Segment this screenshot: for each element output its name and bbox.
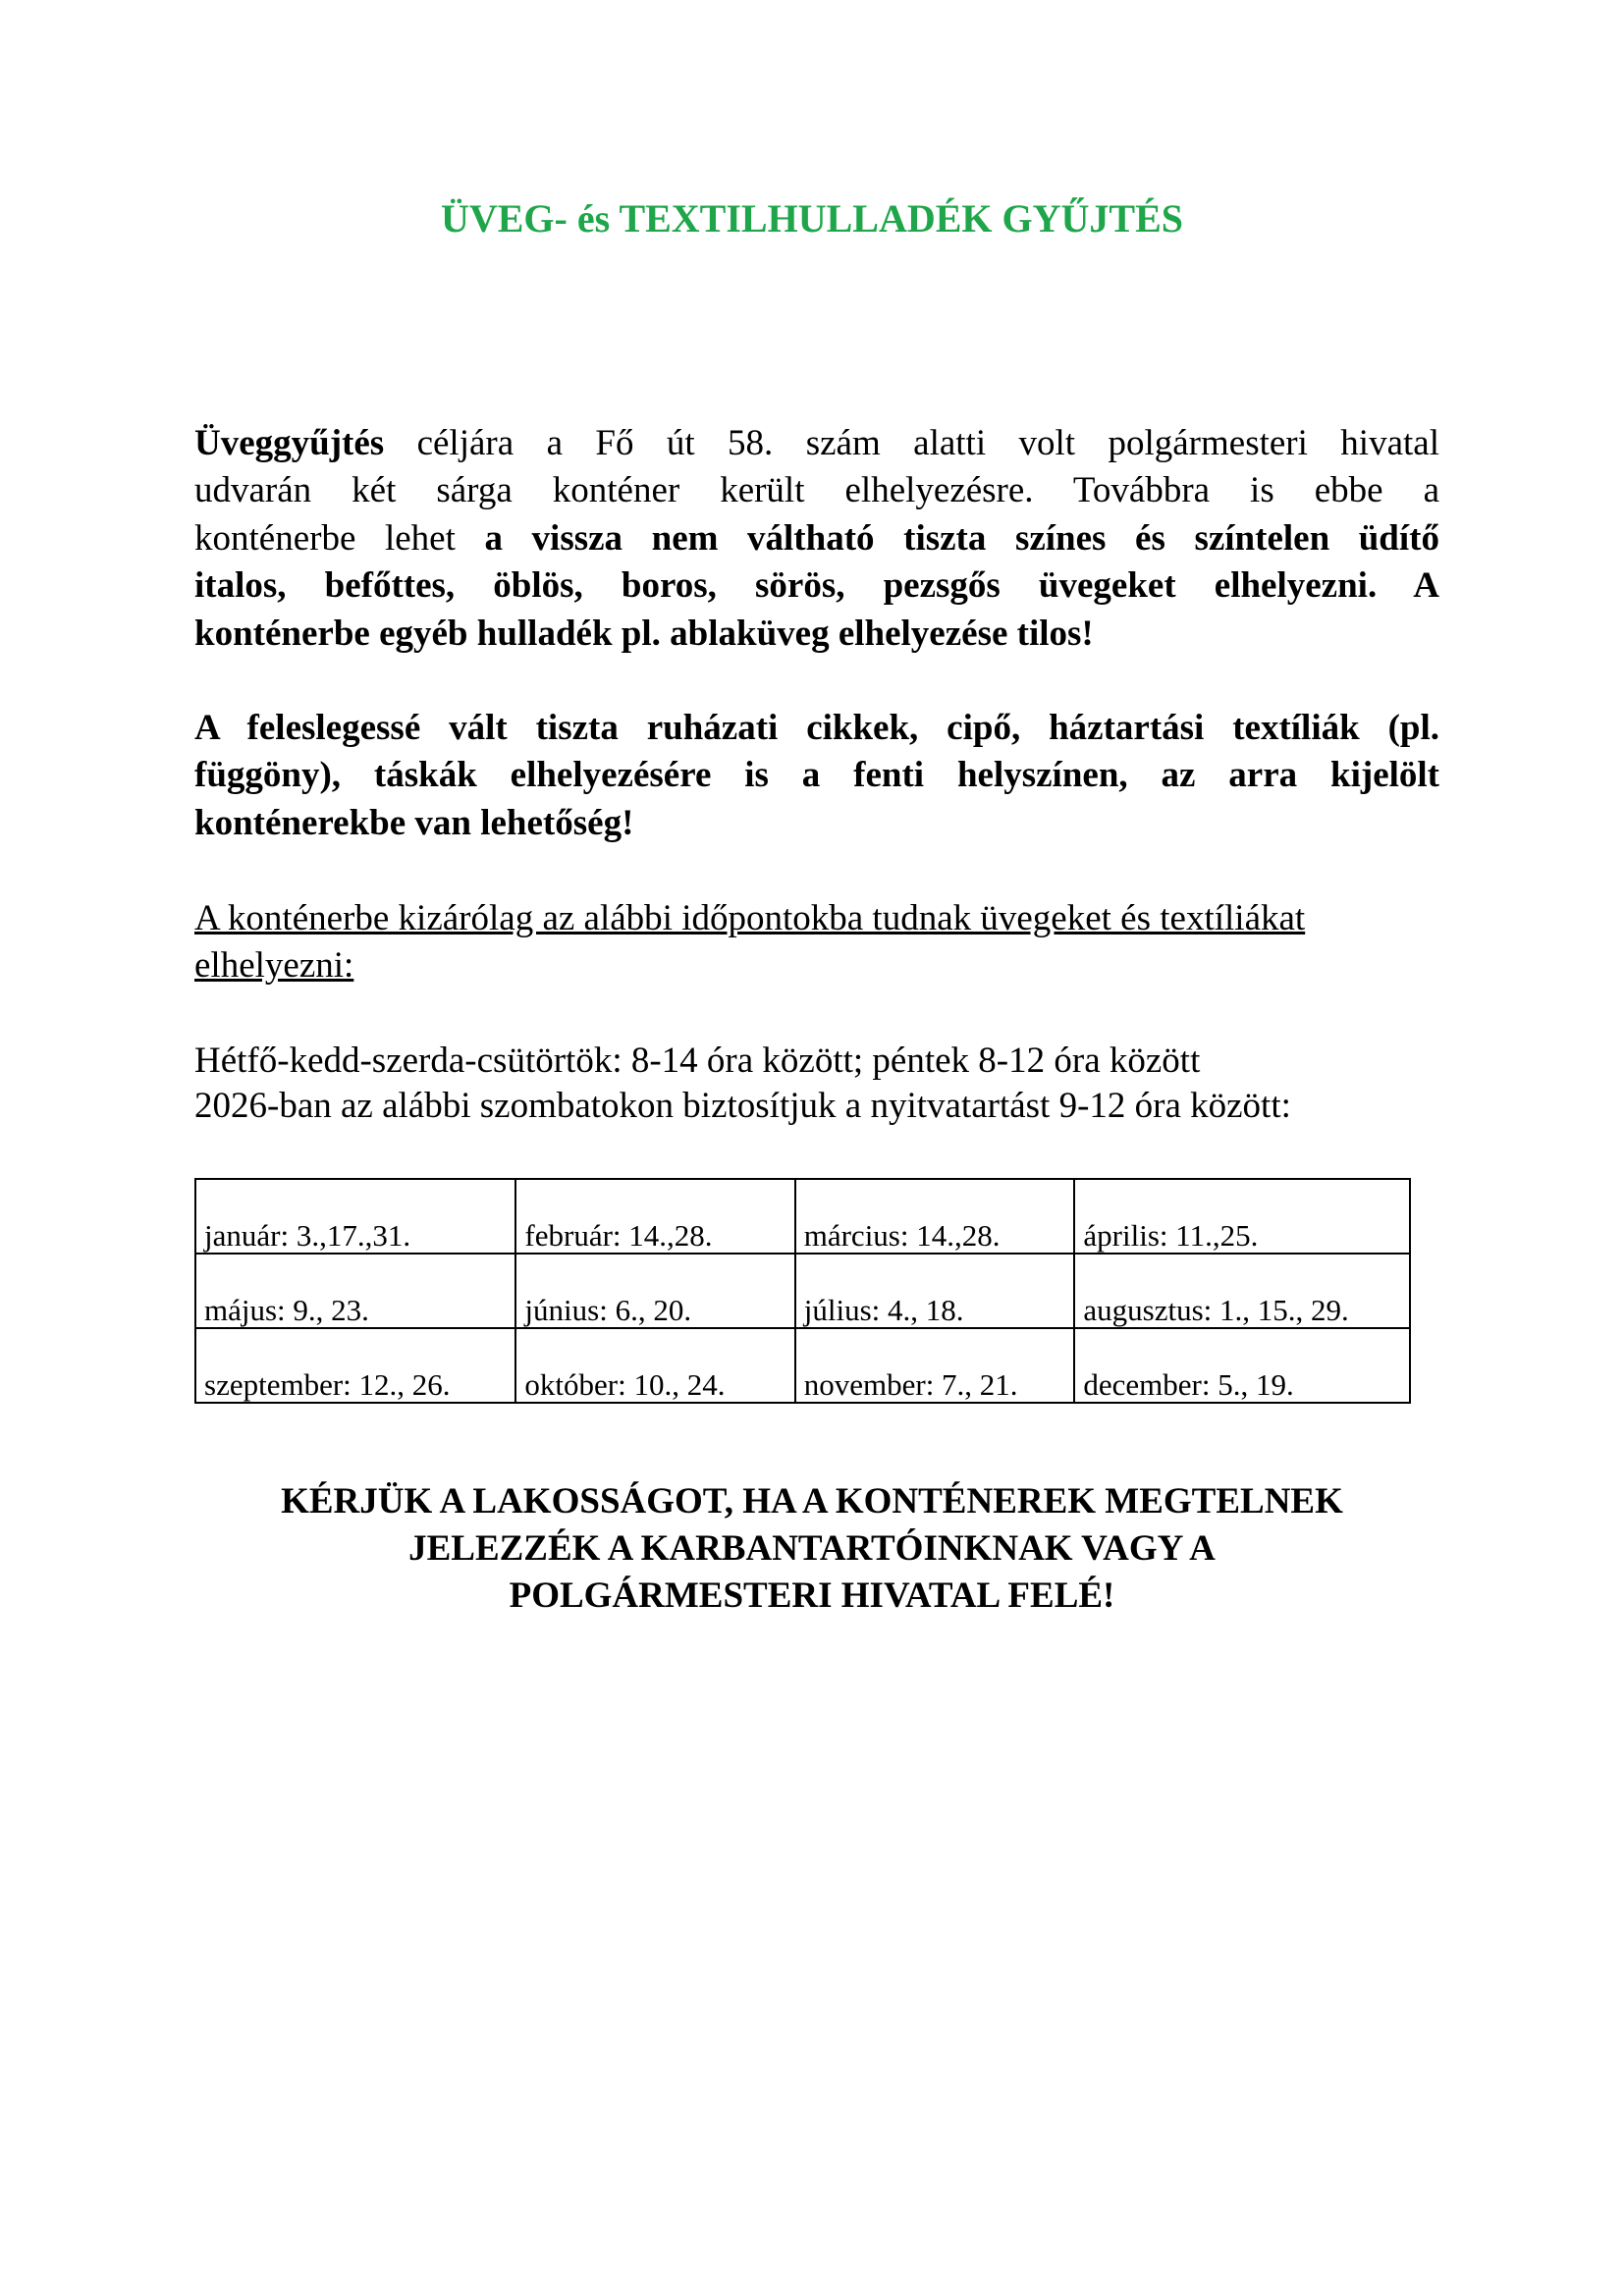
- table-cell: július: 4., 18.: [795, 1254, 1075, 1328]
- table-cell: augusztus: 1., 15., 29.: [1074, 1254, 1410, 1328]
- paragraph-line: elhelyezni:: [194, 945, 354, 987]
- paragraph-line: [194, 515, 1439, 562]
- table-cell: február: 14.,28.: [515, 1179, 794, 1254]
- table-cell: szeptember: 12., 26.: [195, 1328, 515, 1403]
- paragraph-bold-text: italos, befőttes, öblös, boros, sörös, pezsgős üvegeket elhelyezni. A: [194, 565, 1439, 607]
- table-cell: november: 7., 21.: [795, 1328, 1075, 1403]
- closing-line: JELEZZÉK A KARBANTARTÓINKNAK VAGY A: [408, 1528, 1216, 1569]
- paragraph-line: [194, 562, 1439, 610]
- paragraph-line: udvarán két sárga konténer került elhelyezésre. Továbbra is ebbe a: [194, 470, 1439, 511]
- paragraph-text: konténerbe lehet: [194, 517, 485, 559]
- paragraph-line: A konténerbe kizárólag az alábbi időpontokba tudnak üvegeket és textíliákat: [194, 898, 1306, 938]
- schedule-intro: [194, 895, 1439, 990]
- table-cell: június: 6., 20.: [515, 1254, 794, 1328]
- page-title: ÜVEG- és TEXTILHULLADÉK GYŰJTÉS: [440, 196, 1184, 240]
- glass-collection-term: Üveggyűjtés: [194, 423, 385, 463]
- table-cell: március: 14.,28.: [795, 1179, 1075, 1254]
- closing-notice: [0, 1478, 1624, 1620]
- table-cell: október: 10., 24.: [515, 1328, 794, 1403]
- paragraph-text: céljára a Fő út 58. szám alatti volt polgármesteri hivatal: [384, 423, 1439, 463]
- weekday-hours: Hétfő-kedd-szerda-csütörtök: 8-14 óra között; péntek 8-12 óra között: [194, 1041, 1201, 1081]
- table-cell: december: 5., 19.: [1074, 1328, 1410, 1403]
- paragraph-line: [194, 611, 1439, 658]
- paragraph-line: függöny), táskák elhelyezésére is a fenti helyszínen, az arra kijelölt: [194, 755, 1439, 796]
- saturday-hours: 2026-ban az alábbi szombatokon biztosítjuk a nyitvatartást 9-12 óra között:: [194, 1086, 1291, 1126]
- glass-collection-paragraph: [194, 420, 1439, 658]
- table-row: [195, 1328, 1410, 1403]
- closing-line: KÉRJÜK A LAKOSSÁGOT, HA A KONTÉNEREK MEGTELNEK: [281, 1481, 1343, 1522]
- table-cell: május: 9., 23.: [195, 1254, 515, 1328]
- paragraph-bold-text: konténerbe egyéb hulladék pl. ablaküveg elhelyezése tilos!: [194, 613, 1094, 654]
- saturday-schedule-table: [194, 1178, 1411, 1404]
- paragraph-line: A feleslegessé vált tiszta ruházati cikkek, cipő, háztartási textíliák (pl.: [194, 708, 1439, 748]
- paragraph-line: konténerekbe van lehetőség!: [194, 802, 634, 843]
- closing-line: POLGÁRMESTERI HIVATAL FELÉ!: [509, 1575, 1115, 1616]
- paragraph-line: [194, 420, 1439, 467]
- paragraph-bold-text: a vissza nem váltható tiszta színes és színtelen üdítő: [484, 517, 1439, 559]
- table-row: [195, 1254, 1410, 1328]
- table-cell: január: 3.,17.,31.: [195, 1179, 515, 1254]
- textile-collection-paragraph: [194, 705, 1439, 847]
- table-row: [195, 1179, 1410, 1254]
- opening-hours: [194, 1039, 1439, 1129]
- table-cell: április: 11.,25.: [1074, 1179, 1410, 1254]
